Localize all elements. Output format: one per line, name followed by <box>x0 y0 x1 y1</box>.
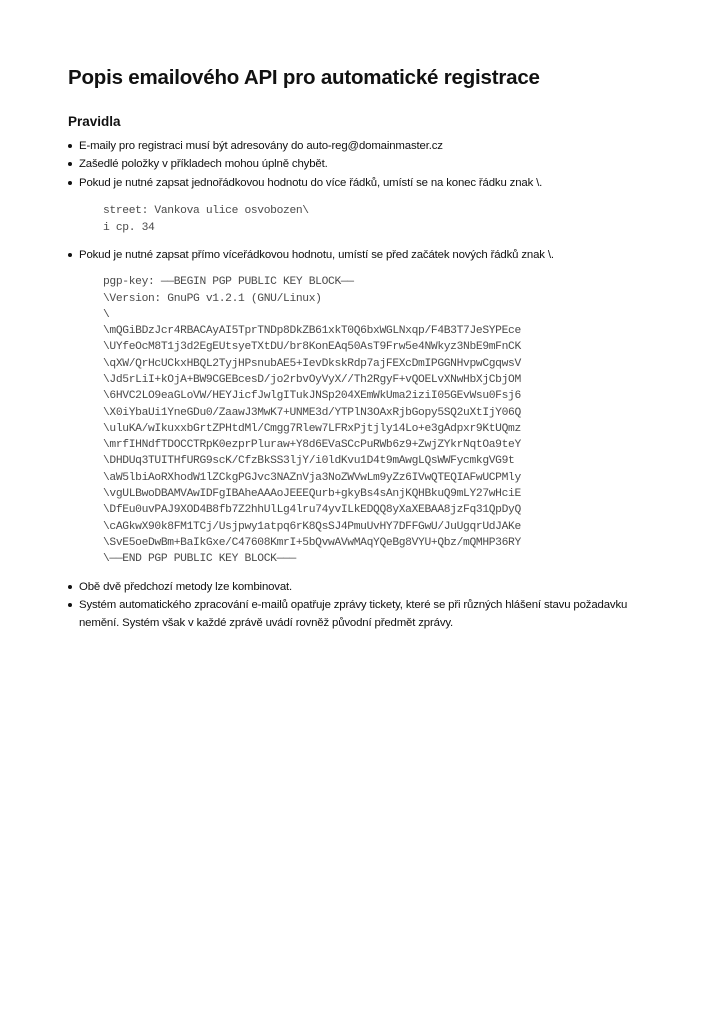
rules-list <box>68 137 668 192</box>
rule-item: Obě dvě předchozí metody lze kombinovat. <box>68 578 668 596</box>
rules-list <box>68 246 668 264</box>
rule-item: Pokud je nutné zapsat jednořádkovou hodnotu do více řádků, umístí se na konec řádku znak \. <box>68 174 668 192</box>
code-example-pgp-key: pgp-key: ——BEGIN PGP PUBLIC KEY BLOCK—— \Version: GnuPG v1.2.1 (GNU/Linux) \ \mQGiBDzJcr4RBACAyAI5TprTNDp8DkZB61xkT0Q6bxWGLNxqp/F4B3T7JeSYPEce \UYfeOcM8T1j3d2EgEUtsyeTXtDU/br8KonEAq50AsT9Frw5e4NWkyz3NbE9mFnCK \qXW/QrHcUCkxHBQL2TyjHPsnubAE5+IevDkskRdp7ajFEXcDmIPGGNHvpwCgqwsV \Jd5rLiI+kOjA+BW9CGEBcesD/jo2rbvOyVyX//Th2RgyF+vQOELvXNwHbXjCbjOM \6HVC2LO9eaGLoVW/HEYJicfJwlgITukJNSp204XEmWkUma2iziI05GEvWsu0Fsj6 \X0iYbaUi1YneGDu0/ZaawJ3MwK7+UNME3d/YTPlN3OAxRjbGopy5SQ2uXtIjY06Q \uluKA/wIkuxxbGrtZPHtdMl/Cmgg7Rlew7LFRxPjtjly14Lo+e3gAdpxr9KtUQmz \mrfIHNdfTDOCCTRpK0ezprPluraw+Y8d6EVaSCcPuRWb6z9+ZwjZYkrNqtOa9teY \DHDUq3TUITHfURG9scK/CfzBkSS3ljY/i0ldKvu1D4t9mAwgLQsWWFycmkgVG9t \aW5lbiAoRXhodW1lZCkgPGJvc3NAZnVja3NoZWVwLm9yZz6IVwQTEQIAFwUCPMly \vgULBwoDBAMVAwIDFgIBAheAAAoJEEEQurb+gkyBs4sAnjKQHBkuQ9mLY27wHciE \DfEu0uvPAJ9XOD4B8fb7Z2hhUlLg4lru74yvILkEDQQ8yXaXEBAA8jzFq31QpDyQ \cAGkwX90k8FM1TCj/Usjpwy1atpq6rK8QsSJ4PmuUvHY7DFFGwU/JuUgqrUdJAKe \SvE5oeDwBm+BaIkGxe/C47608KmrI+5bQvwAVwMAqYQeBg8VYU+Qbz/mQMHP36RY \——END PGP PUBLIC KEY BLOCK——— <box>103 276 521 566</box>
rule-item: Systém automatického zpracování e-mailů opatřuje zprávy tickety, které se při různých hlášení stavu požadavku nemění. Systém však v každé zprávě uvádí rovněž původní předmět zprávy. <box>68 596 668 633</box>
document-page <box>68 62 668 633</box>
section-heading: Pravidla <box>68 114 121 129</box>
rules-list <box>68 578 668 633</box>
rule-item: Pokud je nutné zapsat přímo víceřádkovou hodnotu, umístí se před začátek nových řádků znak \. <box>68 246 668 264</box>
rule-item: Zašedlé položky v příkladech mohou úplně chybět. <box>68 155 668 173</box>
code-example-singleline: street: Vankova ulice osvobozen\ i cp. 34 <box>103 205 309 234</box>
rule-item: E-maily pro registraci musí být adresovány do auto-reg@domainmaster.cz <box>68 137 668 155</box>
document-title: Popis emailového API pro automatické registrace <box>68 66 540 89</box>
